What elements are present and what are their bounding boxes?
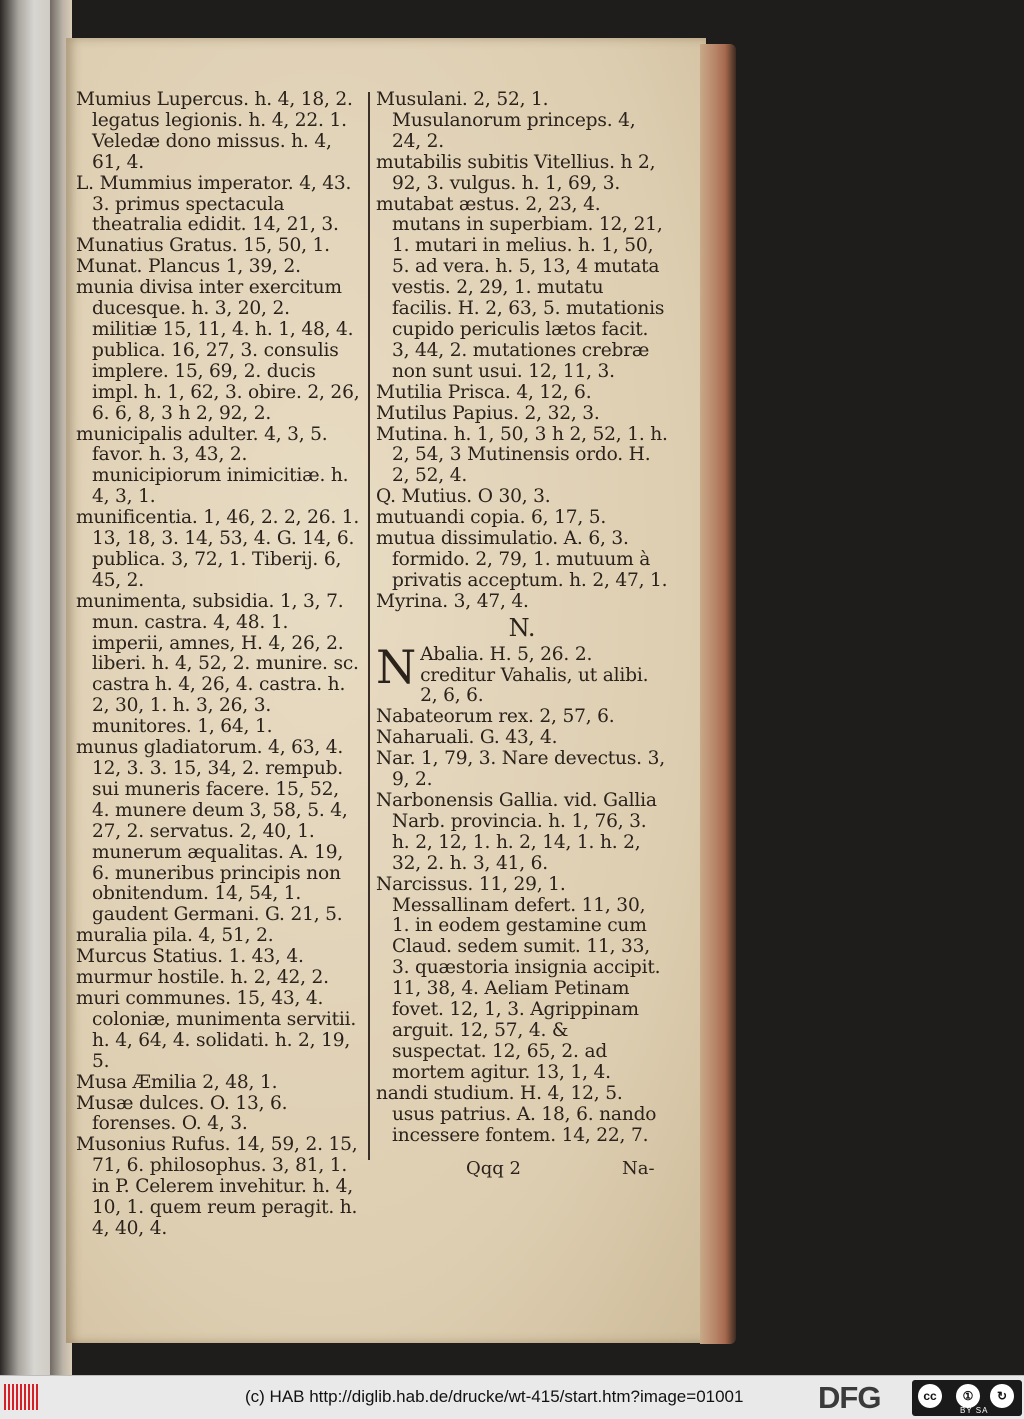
page-fore-edge [700, 44, 736, 1344]
index-entry: Mutina. h. 1, 50, 3 h 2, 52, 1. h. 2, 54, 3 Mutinensis ordo. H. 2, 52, 4. [376, 423, 668, 487]
index-entry: Musulani. 2, 52, 1. Musulanorum princeps. 4, 24, 2. [376, 89, 636, 152]
color-ruler-icon [4, 1384, 38, 1410]
section-heading: N. [508, 613, 536, 642]
column-rule [368, 92, 370, 1160]
index-entry: munia divisa inter exercitum ducesque. h. 3, 20, 2. militiæ 15, 11, 4. h. 1, 48, 4. publica. 16, 27, 3. consulis implere. 15, 69, 2. ducis impl. h. 1, 62, 3. obire. 2, 26, 6. 6, 8, 3 h 2, 92, 2. [76, 277, 360, 424]
catchword: Na- [622, 1158, 655, 1179]
index-entry: Musæ dulces. O. 13, 6. forenses. O. 4, 3. [76, 1092, 288, 1135]
index-entry: Narbonensis Gallia. vid. Gallia Narb. provincia. h. 1, 76, 3. h. 2, 12, 1. h. 2, 14, 1. h. 2, 32, 2. h. 3, 41, 6. [376, 790, 657, 874]
index-entry: Mutilia Prisca. 4, 12, 6. [376, 381, 592, 403]
index-entry: Nabateorum rex. 2, 57, 6. [376, 706, 615, 728]
right-column [376, 90, 668, 1146]
index-entry: nandi studium. H. 4, 12, 5. usus patrius. A. 18, 6. nando incessere fontem. 14, 22, 7. [376, 1082, 657, 1146]
index-entry: Mumius Lupercus. h. 4, 18, 2. legatus legionis. h. 4, 22. 1. Veledæ dono missus. h. 4, 61, 4. [76, 89, 353, 173]
by-icon: ① [956, 1384, 980, 1408]
dfg-logo: DFG [818, 1380, 881, 1415]
drop-cap: N [376, 639, 417, 694]
index-entry: muralia pila. 4, 51, 2. [76, 925, 274, 947]
cc-icon: cc [918, 1384, 942, 1408]
index-entry: Narcissus. 11, 29, 1. Messallinam defert. 11, 30, 1. in eodem gestamine cum Claud. sedem sumit. 11, 33, 3. quæstoria insignia accipit. 11, 38, 4. Aeliam Petinam fovet. 12, 1, 3. Agrippinam arguit. 12, 57, 4. & suspectat. 12, 65, 2. ad mortem agitur. 13, 1, 4. [376, 873, 661, 1083]
index-entry: Mutilus Papius. 2, 32, 3. [376, 402, 600, 424]
viewer-bottom-bar [0, 1375, 1024, 1419]
right-column-top-entries [376, 90, 668, 613]
index-entry: Naharuali. G. 43, 4. [376, 727, 558, 749]
index-entry: murmur hostile. h. 2, 42, 2. [76, 967, 329, 989]
index-entry: munimenta, subsidia. 1, 3, 7. mun. castra. 4, 48. 1. imperii, amnes, H. 4, 26, 2. liberi. h. 4, 52, 2. munire. sc. castra h. 4, 26, 4. castra. h. 2, 30, 1. h. 3, 26, 3. munitores. 1, 64, 1. [76, 590, 359, 738]
index-entry: Myrina. 3, 47, 4. [376, 590, 529, 612]
sa-icon: ↻ [990, 1384, 1014, 1408]
index-entry: L. Mummius imperator. 4, 43. 3. primus spectacula theatralia edidit. 14, 21, 3. [76, 172, 352, 236]
index-entry: muri communes. 15, 43, 4. coloniæ, munimenta servitii. h. 4, 64, 4. solidati. h. 2, 19, 5. [76, 987, 357, 1072]
index-entry: mutabat æstus. 2, 23, 4. mutans in superbiam. 12, 21, 1. mutari in melius. h. 1, 50, 5. ad vera. h. 5, 13, 4 mutata vestis. 2, 29, 1. mutatu facilis. H. 2, 63, 5. mutationis cupido periculis lætos facit. 3, 44, 2. mutationes crebræ non sunt usui. 12, 11, 3. [376, 193, 665, 382]
index-entry: mutua dissimulatio. A. 6, 3. formido. 2, 79, 1. mutuum à privatis acceptum. h. 2, 47, 1. [376, 528, 668, 591]
signature-mark: Qqq 2 [466, 1158, 521, 1179]
index-entry: Nar. 1, 79, 3. Nare devectus. 3, 9, 2. [376, 748, 665, 791]
citation-link[interactable]: (c) HAB http://diglib.hab.de/drucke/wt-415/start.htm?image=01001 [245, 1387, 744, 1406]
index-entry: Musa Æmilia 2, 48, 1. [76, 1071, 278, 1093]
index-entry: Munat. Plancus 1, 39, 2. [76, 256, 301, 278]
index-entry: mutabilis subitis Vitellius. h 2, 92, 3. vulgus. h. 1, 69, 3. [376, 151, 656, 194]
index-entry: Q. Mutius. O 30, 3. [376, 486, 551, 508]
license-text: BY SA [960, 1406, 989, 1415]
index-entry: munus gladiatorum. 4, 63, 4. 12, 3. 3. 15, 34, 2. rempub. sui muneris facere. 15, 52, 4. munere deum 3, 58, 5. 4, 27, 2. servatus. 2, 40, 1. munerum æqualitas. A. 19, 6. muneribus principis non obnitendum. 14, 54, 1. gaudent Germani. G. 21, 5. [76, 737, 348, 926]
index-entry: munificentia. 1, 46, 2. 2, 26. 1. 13, 18, 3. 14, 53, 4. G. 14, 6. publica. 3, 72, 1. Tiberij. 6, 45, 2. [76, 507, 360, 591]
index-entry: municipalis adulter. 4, 3, 5. favor. h. 3, 43, 2. municipiorum inimicitiæ. h. 4, 3, 1. [76, 423, 349, 508]
index-entry: Munatius Gratus. 15, 50, 1. [76, 235, 330, 257]
index-entry: mutuandi copia. 6, 17, 5. [376, 507, 607, 529]
drop-cap-entry [376, 639, 668, 708]
left-column [76, 90, 360, 1240]
index-entry: Murcus Statius. 1. 43, 4. [76, 946, 304, 968]
right-column-bottom-entries [376, 707, 668, 1146]
drop-cap-entry-text: Abalia. H. 5, 26. 2. creditur Vahalis, ut alibi. 2, 6, 6. [420, 643, 649, 707]
cc-license-badge[interactable] [912, 1380, 1022, 1416]
index-entry: Musonius Rufus. 14, 59, 2. 15, 71, 6. philosophus. 3, 81, 1. in P. Celerem invehitur. h. 4, 10, 1. quem reum peragit. h. 4, 40, 4. [76, 1134, 358, 1239]
